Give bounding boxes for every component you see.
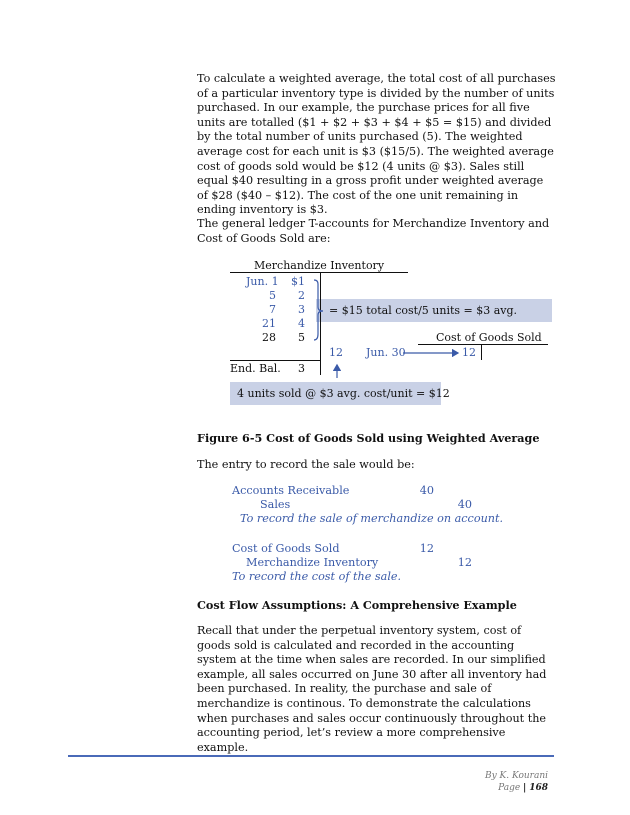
- cogs-amount: 12: [462, 346, 476, 359]
- footer-rule: [68, 755, 554, 757]
- closing-paragraph: Recall that under the perpetual inventory system, cost of goods sold is calculated and recorded in the accounting system at the time when sales are recorded. In our simplified example, all sales occurred on June 30 after all inventory had been purchased. In reality, the purchase and sale of merchandize is continous. To demonstrate the calculations when purchases and sales occur continuously throughout the accounting period, let’s review a more comprehensive example.: [197, 624, 547, 754]
- credit-amount: 12: [457, 556, 472, 569]
- page-label: Page: [498, 783, 521, 793]
- figure-connectors: [300, 270, 500, 385]
- debit-account: Accounts Receivable: [232, 484, 350, 497]
- entry-memo: To record the sale of merchandize on account.: [240, 512, 504, 525]
- debit-amount: 40: [419, 484, 434, 497]
- page-number: 168: [529, 783, 548, 793]
- units-sold-note: 4 units sold @ $3 avg. cost/unit = $12: [237, 387, 450, 400]
- entry-intro-paragraph: The entry to record the sale would be:: [197, 458, 415, 471]
- row-amount: $1: [291, 275, 305, 288]
- row-amount: 3: [298, 303, 305, 316]
- row-date: 7: [269, 303, 276, 316]
- merch-inventory-title: Merchandize Inventory: [254, 259, 385, 272]
- row-date: Jun. 1: [246, 275, 279, 288]
- cogs-title: Cost of Goods Sold: [436, 331, 542, 344]
- credit-amount: 40: [457, 498, 472, 511]
- row-date: 28: [262, 331, 276, 344]
- end-balance-label: End. Bal.: [230, 362, 281, 375]
- credit-account: Sales: [260, 498, 291, 511]
- row-date: 21: [262, 317, 276, 330]
- taccount-intro-paragraph: The general ledger T-accounts for Merchandize Inventory and Cost of Goods Sold are:: [197, 217, 550, 245]
- row-amount: 5: [298, 331, 305, 344]
- row-amount: 4: [298, 317, 305, 330]
- row-amount: 2: [298, 289, 305, 302]
- entry-memo: To record the cost of the sale.: [232, 570, 402, 583]
- row-date: 5: [269, 289, 276, 302]
- section-heading: Cost Flow Assumptions: A Comprehensive Example: [197, 598, 517, 612]
- debit-amount: 12: [419, 542, 434, 555]
- credit-amount: 12: [329, 346, 343, 359]
- end-balance-value: 3: [298, 362, 305, 375]
- figure-caption: Figure 6-5 Cost of Goods Sold using Weighted Average: [197, 431, 540, 445]
- footer-author: By K. Kourani: [484, 771, 548, 781]
- avg-cost-note: = $15 total cost/5 units = $3 avg.: [329, 304, 518, 317]
- debit-account: Cost of Goods Sold: [232, 542, 340, 555]
- credit-date: Jun. 30: [366, 346, 406, 359]
- footer-page: Page | 168: [498, 783, 548, 793]
- credit-account: Merchandize Inventory: [246, 556, 379, 569]
- purchases-brace: [314, 280, 323, 340]
- intro-paragraph: To calculate a weighted average, the total cost of all purchases of a particular inventory type is divided by the number of units purchased. In our example, the purchase prices for all five units are totalled ($1 + $2 + $3 + $4 + $5 = $15) and divided by the total number of units purchased (5). The weighted average cost for each unit is $3 ($15/5). The weighted average cost of goods sold would be $12 (4 units @ $3). Sales still equal $40 resulting in a gross profit under weighted average of $28 ($40 – $12). The cost of the one unit remaining in ending inventory is $3.: [197, 72, 556, 217]
